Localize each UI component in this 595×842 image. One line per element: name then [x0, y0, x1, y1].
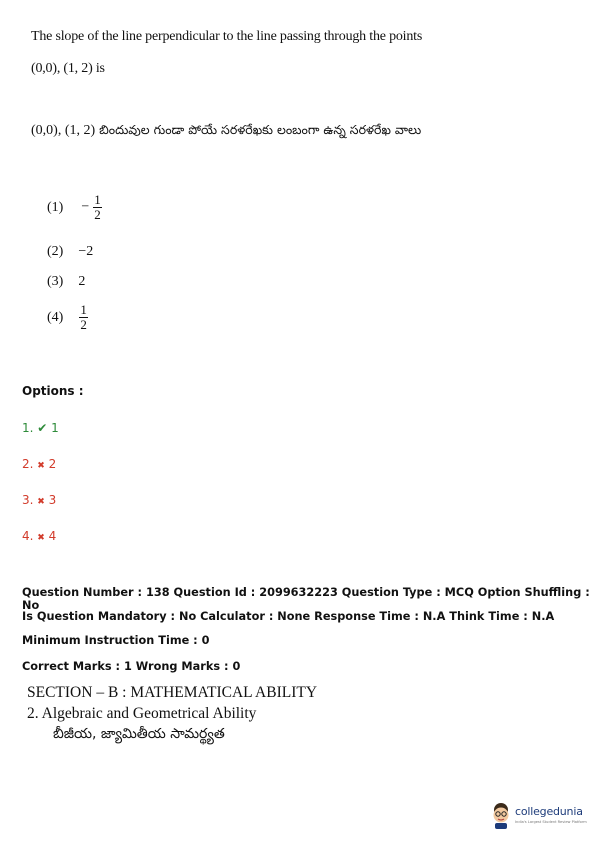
- option-index: 1.: [22, 421, 34, 435]
- section-telugu: బీజీయ, జ్యామితీయ సామర్థ్యత: [53, 726, 225, 742]
- question-meta-line4: Correct Marks : 1 Wrong Marks : 0: [22, 660, 241, 673]
- answer-label: (3): [47, 274, 64, 289]
- fraction-numerator: 1: [94, 192, 101, 207]
- collegedunia-logo: [489, 800, 589, 832]
- options-heading: Options :: [22, 384, 84, 398]
- option-index: 4.: [22, 529, 34, 543]
- telugu-points: (0,0), (1, 2): [31, 123, 96, 138]
- option-value: 2: [48, 457, 57, 471]
- question-meta-line1: Question Number : 138 Question Id : 2099632223 Question Type : MCQ Option Shuffling : No: [22, 586, 590, 612]
- question-text-line2: (0,0), (1, 2) is: [31, 61, 105, 76]
- option-row-3: [22, 493, 56, 507]
- fraction-denominator: 2: [94, 207, 101, 222]
- answer-value: −2: [78, 244, 94, 259]
- mascot-icon: [489, 800, 513, 830]
- logo-wordmark: collegedunia: [515, 805, 583, 818]
- cross-icon: ✖: [37, 461, 45, 471]
- option-row-2: [22, 457, 56, 471]
- answer-choice-4: [47, 303, 88, 332]
- option-index: 3.: [22, 493, 34, 507]
- answer-label: (2): [47, 244, 64, 259]
- answer-fraction: [79, 303, 88, 332]
- answer-fraction: [93, 193, 102, 222]
- logo-tagline: India's Largest Student Review Platform: [515, 820, 587, 824]
- option-value: 4: [48, 529, 57, 543]
- answer-choice-1: [47, 193, 102, 222]
- fraction-denominator: 2: [80, 317, 87, 332]
- section-title: SECTION – B : MATHEMATICAL ABILITY: [27, 684, 318, 701]
- question-meta-line3: Minimum Instruction Time : 0: [22, 634, 210, 647]
- option-value: 3: [48, 493, 57, 507]
- telugu-question-text: బిందువుల గుండా పోయే సరళరేఖకు లంబంగా ఉన్న సరళరేఖ వాలు: [99, 122, 422, 137]
- option-row-4: [22, 529, 56, 543]
- answer-choice-2: [47, 244, 93, 260]
- answer-sign: −: [81, 199, 90, 215]
- fraction-numerator: 1: [80, 302, 87, 317]
- section-subtitle: 2. Algebraic and Geometrical Ability: [27, 705, 257, 722]
- cross-icon: ✖: [37, 533, 45, 543]
- option-index: 2.: [22, 457, 34, 471]
- answer-label: (4): [47, 310, 64, 326]
- question-text-line1: The slope of the line perpendicular to the line passing through the points: [31, 29, 423, 44]
- answer-value: 2: [78, 274, 86, 289]
- answer-label: (1): [47, 200, 64, 216]
- option-value: 1: [51, 421, 59, 435]
- check-icon: ✔: [37, 421, 48, 435]
- question-meta-line2: Is Question Mandatory : No Calculator : None Response Time : N.A Think Time : N.A: [22, 610, 555, 623]
- answer-choice-3: [47, 274, 85, 290]
- question-telugu: [31, 121, 421, 141]
- cross-icon: ✖: [37, 497, 45, 507]
- option-row-1: [22, 421, 59, 435]
